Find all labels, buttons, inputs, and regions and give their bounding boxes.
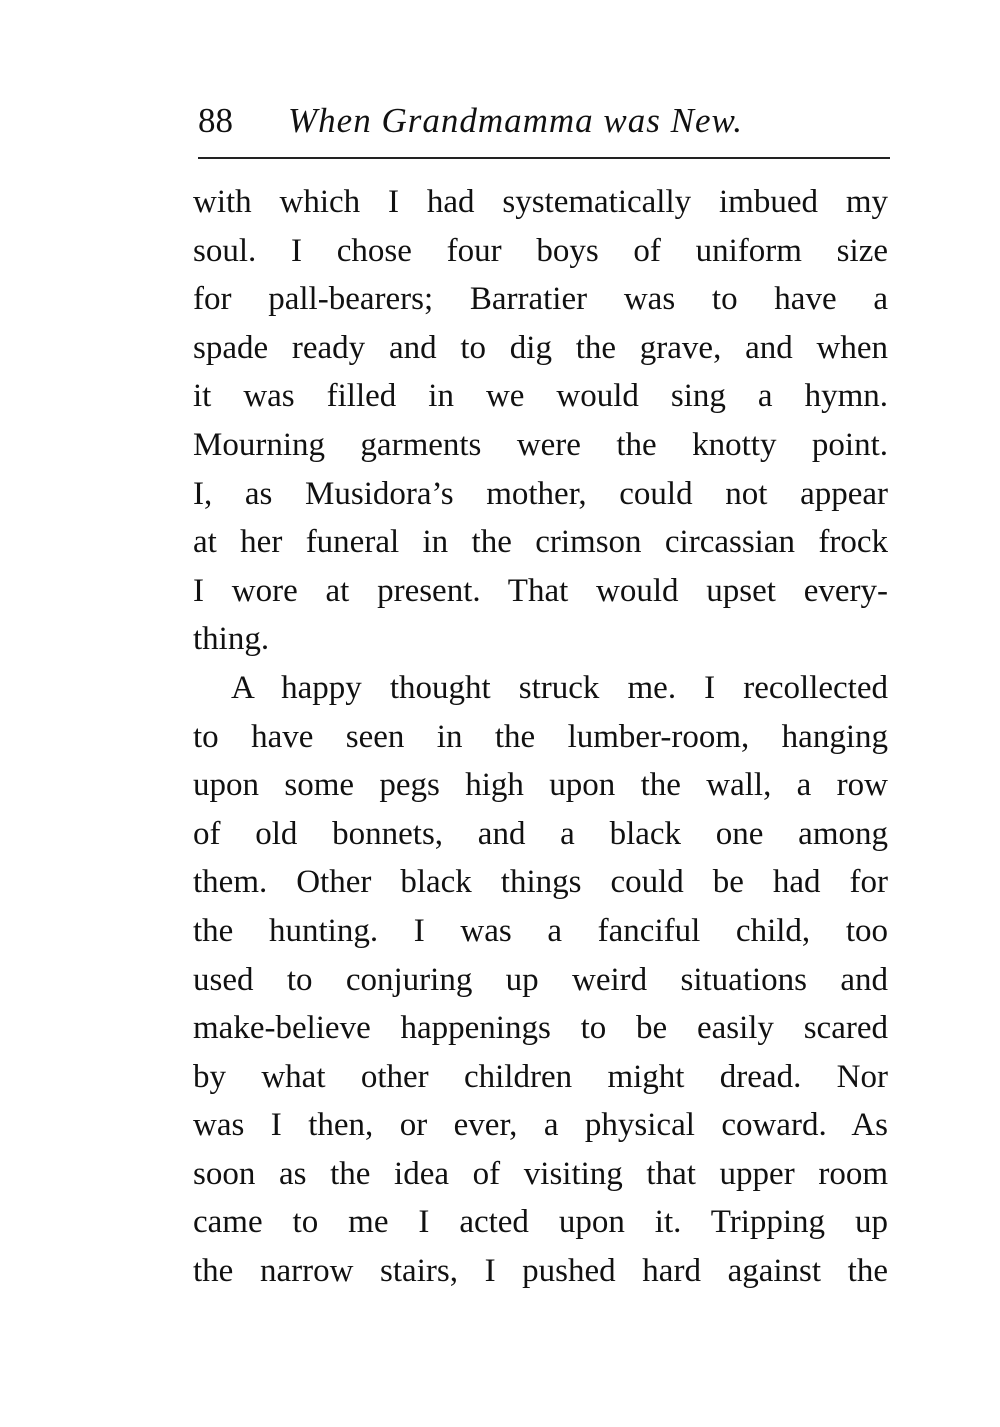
text-line: the narrow stairs, I pushed hard against the xyxy=(193,1253,888,1290)
text-line: for pall-bearers; Barratier was to have a xyxy=(193,281,888,318)
text-line: to have seen in the lumber-room, hanging xyxy=(193,718,888,755)
text-line: with which I had systematically imbued my xyxy=(193,184,888,220)
text-line: I, as Musidora’s mother, could not appear xyxy=(193,475,888,512)
text-line: thing. xyxy=(193,621,270,658)
text-line: A happy thought struck me. I recollected xyxy=(231,669,888,706)
text-line: came to me I acted upon it. Tripping up xyxy=(193,1204,888,1241)
running-title: When Grandmamma was New. xyxy=(288,101,744,140)
text-line: used to conjuring up weird situations and xyxy=(193,961,888,998)
text-line: the hunting. I was a fanciful child, too xyxy=(193,912,888,949)
text-line: them. Other black things could be had for xyxy=(193,864,888,901)
text-line: soon as the idea of visiting that upper room xyxy=(193,1155,888,1192)
body-text xyxy=(193,178,888,1296)
text-line: at her funeral in the crimson circassian frock xyxy=(193,524,888,561)
text-line: soul. I chose four boys of uniform size xyxy=(193,232,888,269)
text-line: of old bonnets, and a black one among xyxy=(193,815,888,852)
header-rule xyxy=(198,157,890,159)
page-number: 88 xyxy=(198,101,233,140)
text-line: was I then, or ever, a physical coward. As xyxy=(193,1107,888,1144)
paragraph xyxy=(193,664,888,1296)
text-line: it was filled in we would sing a hymn. xyxy=(193,378,888,415)
text-line: make-believe happenings to be easily scared xyxy=(193,1010,888,1047)
text-line: I wore at present. That would upset every- xyxy=(193,572,888,609)
text-line: spade ready and to dig the grave, and when xyxy=(193,329,888,366)
page-header xyxy=(198,96,890,146)
text-line: Mourning garments were the knotty point. xyxy=(193,426,888,463)
paragraph xyxy=(193,178,888,664)
text-line: upon some pegs high upon the wall, a row xyxy=(193,767,888,804)
text-line: by what other children might dread. Nor xyxy=(193,1058,888,1095)
